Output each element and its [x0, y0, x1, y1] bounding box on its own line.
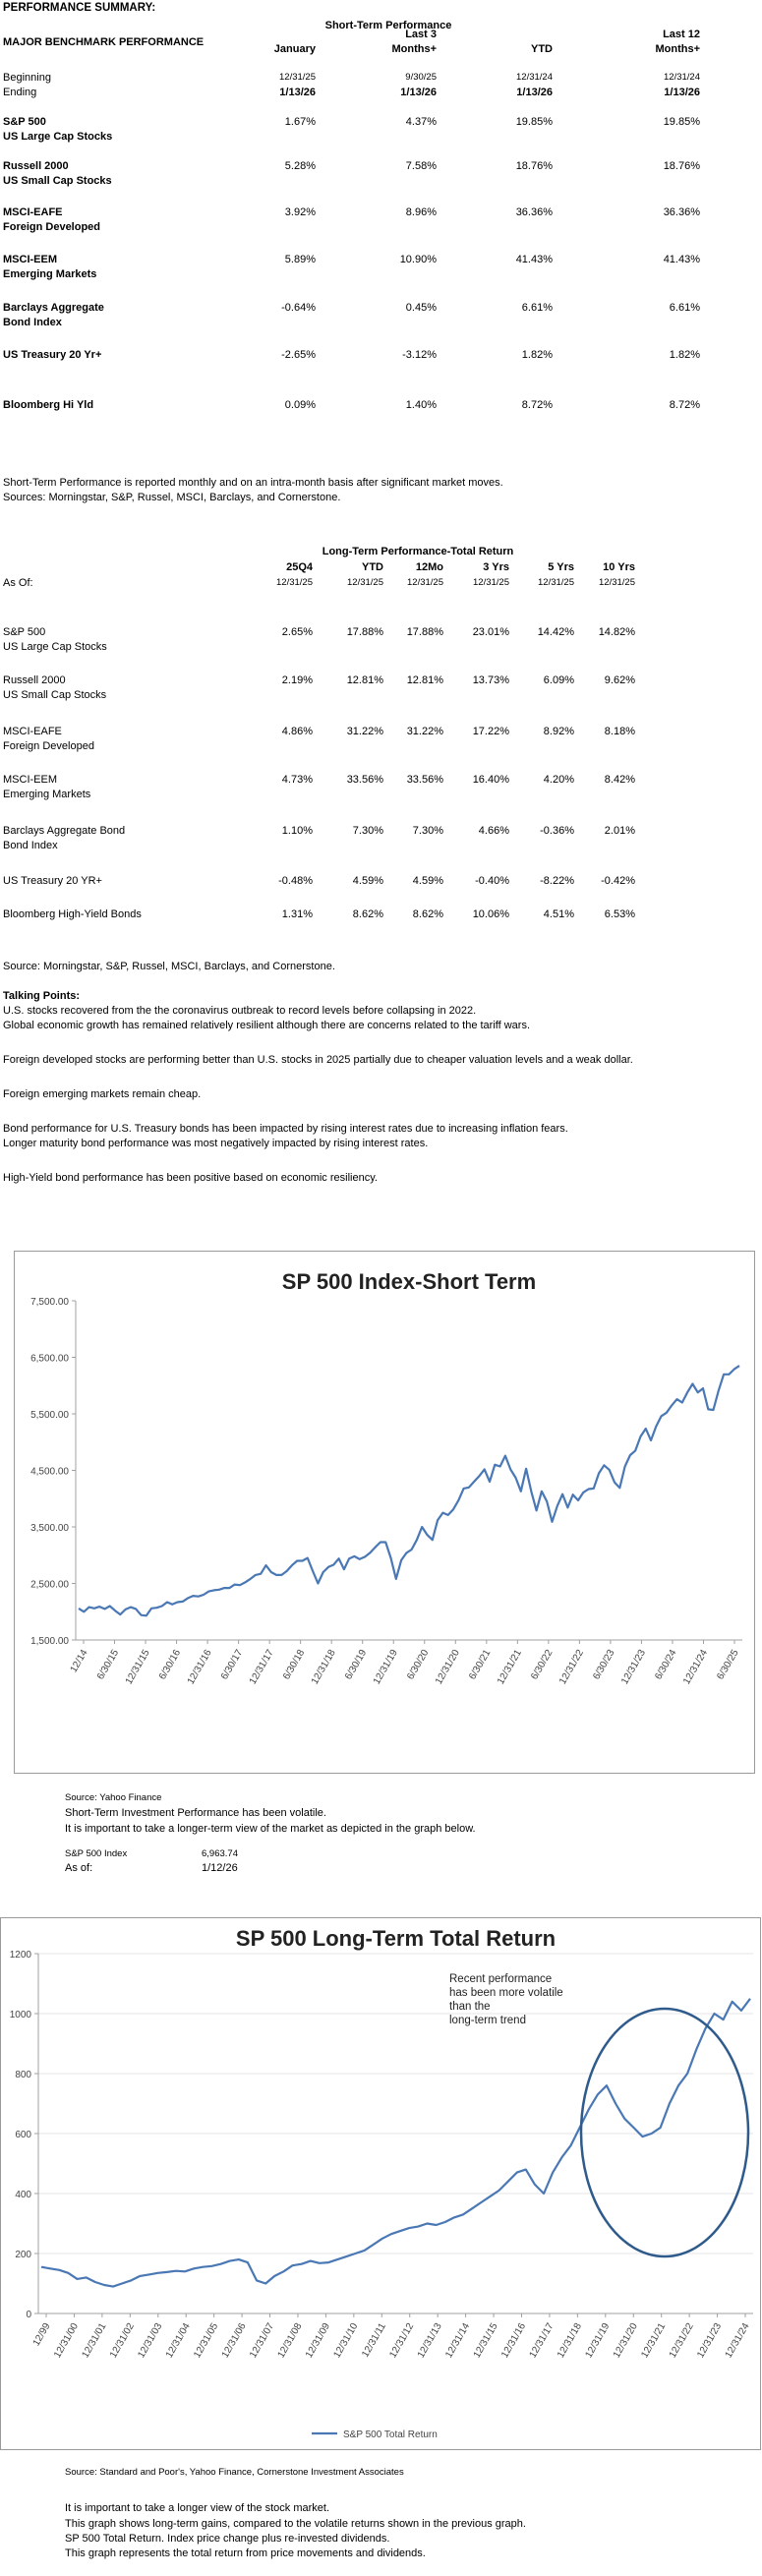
chart2-note: This graph shows long-term gains, compared to the volatile returns shown in the previous graph. [65, 2518, 526, 2530]
performance-value: 3.92% [284, 206, 316, 218]
x-tick-label: 12/31/04 [163, 2321, 193, 2361]
lt-performance-value: 16.40% [472, 774, 509, 786]
lt-performance-value: 17.88% [406, 626, 443, 638]
x-tick-label: 12/31/18 [309, 1648, 338, 1687]
x-tick-label: 12/31/09 [304, 2321, 332, 2361]
benchmark-subtitle: US Small Cap Stocks [3, 175, 112, 187]
as-of-value: 1/12/26 [202, 1862, 238, 1874]
chart1-note: It is important to take a longer-term view of the market as depicted in the graph below. [65, 1823, 476, 1835]
performance-value: 1.82% [521, 349, 553, 361]
x-tick-label: 12/31/23 [619, 1648, 649, 1687]
summary-title: PERFORMANCE SUMMARY: [3, 2, 156, 14]
lt-performance-value: 4.59% [352, 875, 383, 887]
y-tick-label: 4,500.00 [30, 1466, 69, 1478]
lt-benchmark-subtitle: Bond Index [3, 840, 58, 851]
y-tick-label: 0 [26, 2310, 31, 2320]
x-tick-label: 12/31/24 [681, 1648, 711, 1687]
x-tick-label: 12/31/17 [247, 1648, 276, 1687]
x-tick-label: 6/30/23 [591, 1648, 617, 1682]
x-tick-label: 12/14 [68, 1648, 90, 1675]
x-tick-label: 6/30/18 [281, 1648, 308, 1682]
lt-performance-value: 7.30% [412, 825, 443, 837]
x-tick-label: 12/31/17 [527, 2321, 557, 2361]
performance-value: 1.67% [284, 116, 316, 128]
lt-performance-value: 33.56% [346, 774, 383, 786]
chart1-note: Short-Term Investment Performance has been volatile. [65, 1807, 326, 1819]
lt-performance-value: 33.56% [406, 774, 443, 786]
lt-performance-value: 1.31% [281, 908, 313, 920]
performance-value: 19.85% [515, 116, 553, 128]
lt-column-label: YTD [362, 561, 383, 573]
performance-value: 19.85% [663, 116, 700, 128]
talking-points-title: Talking Points: [3, 990, 81, 1002]
x-tick-label: 6/30/22 [529, 1648, 556, 1682]
lt-performance-value: 2.65% [281, 626, 313, 638]
chart2-source: Source: Standard and Poor's, Yahoo Finance, Cornerstone Investment Associates [65, 2467, 404, 2478]
lt-performance-value: 1.10% [281, 825, 313, 837]
x-tick-label: 6/30/25 [715, 1648, 741, 1682]
chart2-note: It is important to take a longer view of the stock market. [65, 2502, 330, 2514]
column-begin-date: 12/31/24 [664, 72, 700, 83]
y-tick-label: 3,500.00 [30, 1523, 69, 1534]
lt-benchmark-name: MSCI-EEM [3, 774, 57, 786]
lt-performance-value: 17.88% [346, 626, 383, 638]
column-begin-date: 9/30/25 [405, 72, 437, 83]
performance-value: 6.61% [521, 302, 553, 314]
as-of-label: As of: [65, 1862, 93, 1874]
y-tick-label: 7,500.00 [30, 1297, 69, 1308]
lt-performance-value: -0.42% [601, 875, 635, 887]
talking-point: High-Yield bond performance has been positive based on economic resiliency. [3, 1172, 378, 1184]
x-tick-label: 12/31/22 [557, 1648, 586, 1687]
performance-value: 4.37% [405, 116, 437, 128]
lt-performance-value: 8.92% [543, 726, 574, 737]
benchmark-name: Bloomberg Hi Yld [3, 399, 94, 411]
lt-column-label: 25Q4 [286, 561, 313, 573]
annotation-text: than the [449, 2001, 491, 2013]
lt-column-label: 5 Yrs [548, 561, 574, 573]
lt-performance-value: 4.20% [543, 774, 574, 786]
x-tick-label: 12/31/12 [387, 2321, 417, 2361]
x-tick-label: 12/31/03 [136, 2321, 165, 2361]
x-tick-label: 6/30/19 [343, 1648, 370, 1682]
lt-performance-value: 31.22% [406, 726, 443, 737]
performance-value: 18.76% [663, 160, 700, 172]
performance-value: 1.82% [669, 349, 700, 361]
column-header-line2: Months+ [655, 43, 700, 55]
lt-benchmark-name: MSCI-EAFE [3, 726, 62, 737]
lt-performance-value: 8.62% [412, 908, 443, 920]
lt-performance-value: 6.53% [604, 908, 635, 920]
performance-value: 8.72% [669, 399, 700, 411]
short-term-note: Short-Term Performance is reported monthly and on an intra-month basis after significant market moves. [3, 477, 503, 489]
lt-benchmark-name: S&P 500 [3, 626, 46, 638]
y-tick-label: 5,500.00 [30, 1410, 69, 1421]
lt-performance-value: 4.51% [543, 908, 574, 920]
series-line [79, 1366, 739, 1615]
lt-benchmark-name: US Treasury 20 YR+ [3, 875, 102, 887]
lt-performance-value: 10.06% [472, 908, 509, 920]
chart-title: SP 500 Long-Term Total Return [235, 1926, 557, 1951]
y-tick-label: 800 [15, 2070, 31, 2080]
performance-value: 5.28% [284, 160, 316, 172]
index-label: S&P 500 Index [65, 1848, 128, 1859]
benchmark-subtitle: US Large Cap Stocks [3, 131, 113, 143]
performance-value: 7.58% [405, 160, 437, 172]
benchmark-name: MSCI-EAFE [3, 206, 63, 218]
x-tick-label: 6/30/17 [219, 1648, 246, 1682]
x-tick-label: 12/31/02 [107, 2321, 137, 2361]
performance-value: 8.96% [405, 206, 437, 218]
series-line [41, 1999, 750, 2287]
lt-performance-value: 12.81% [406, 674, 443, 686]
short-term-chart [15, 1252, 754, 1773]
column-header-line1: Last 12 [663, 29, 700, 40]
column-end-date: 1/13/26 [400, 87, 437, 98]
lt-column-date: 12/31/25 [407, 577, 443, 588]
long-term-chart-frame [0, 1917, 761, 2450]
y-tick-label: 200 [15, 2250, 31, 2260]
lt-column-date: 12/31/25 [276, 577, 313, 588]
x-tick-label: 12/31/11 [360, 2321, 388, 2360]
talking-point: Foreign developed stocks are performing better than U.S. stocks in 2025 partially due to cheaper valuation levels and a weak dollar. [3, 1054, 633, 1066]
lt-performance-value: 8.62% [352, 908, 383, 920]
column-begin-date: 12/31/24 [516, 72, 553, 83]
y-tick-label: 1000 [9, 2010, 31, 2020]
lt-benchmark-subtitle: US Small Cap Stocks [3, 689, 107, 701]
x-tick-label: 12/31/13 [415, 2321, 444, 2361]
lt-performance-value: 17.22% [472, 726, 509, 737]
y-tick-label: 1200 [9, 1950, 31, 1961]
column-end-date: 1/13/26 [664, 87, 700, 98]
x-tick-label: 12/31/14 [443, 2321, 473, 2361]
lt-performance-value: 2.01% [604, 825, 635, 837]
performance-value: 0.45% [405, 302, 437, 314]
performance-value: 36.36% [663, 206, 700, 218]
x-tick-label: 12/31/10 [331, 2321, 361, 2361]
lt-performance-value: 9.62% [604, 674, 635, 686]
talking-point: U.S. stocks recovered from the the coronavirus outbreak to record levels before collapsing in 2022. [3, 1005, 477, 1017]
lt-column-label: 12Mo [415, 561, 443, 573]
lt-performance-value: 7.30% [352, 825, 383, 837]
lt-performance-value: 14.82% [598, 626, 635, 638]
lt-performance-value: 4.59% [412, 875, 443, 887]
performance-value: 10.90% [399, 254, 437, 265]
x-tick-label: 6/30/16 [156, 1648, 184, 1682]
performance-value: 18.76% [515, 160, 553, 172]
long-term-chart [1, 1918, 760, 2449]
x-tick-label: 12/31/19 [371, 1648, 400, 1687]
lt-performance-value: -0.48% [278, 875, 313, 887]
performance-value: 36.36% [515, 206, 553, 218]
highlight-circle [581, 2009, 748, 2256]
talking-point: Foreign emerging markets remain cheap. [3, 1088, 202, 1100]
ending-label: Ending [3, 87, 37, 98]
lt-column-date: 12/31/25 [538, 577, 574, 588]
performance-value: -3.12% [402, 349, 437, 361]
performance-value: -2.65% [281, 349, 316, 361]
lt-performance-value: -0.36% [540, 825, 574, 837]
x-tick-label: 12/31/18 [555, 2321, 584, 2361]
benchmark-subtitle: Emerging Markets [3, 268, 97, 280]
short-term-header: Short-Term Performance [324, 20, 452, 31]
x-tick-label: 12/31/08 [275, 2321, 305, 2361]
x-tick-label: 12/99 [30, 2321, 53, 2349]
benchmark-name: US Treasury 20 Yr+ [3, 349, 102, 361]
lt-benchmark-subtitle: Foreign Developed [3, 740, 94, 752]
lt-performance-value: 23.01% [472, 626, 509, 638]
y-tick-label: 2,500.00 [30, 1579, 69, 1591]
x-tick-label: 12/31/21 [495, 1648, 524, 1687]
annotation-text: Recent performance [449, 1973, 553, 1985]
x-tick-label: 12/31/15 [123, 1648, 152, 1687]
lt-benchmark-name: Barclays Aggregate Bond [3, 825, 126, 837]
x-tick-label: 12/31/01 [80, 2321, 109, 2361]
performance-value: 5.89% [284, 254, 316, 265]
column-header-line1: Last 3 [405, 29, 437, 40]
y-tick-label: 600 [15, 2130, 31, 2140]
column-begin-date: 12/31/25 [279, 72, 316, 83]
performance-value: 6.61% [669, 302, 700, 314]
benchmark-name: MSCI-EEM [3, 254, 57, 265]
as-of-label: As Of: [3, 577, 33, 589]
lt-performance-value: 4.66% [478, 825, 509, 837]
talking-point: Global economic growth has remained relatively resilient although there are concerns related to the tariff wars. [3, 1020, 531, 1031]
x-tick-label: 12/31/15 [471, 2321, 500, 2361]
lt-performance-value: 12.81% [346, 674, 383, 686]
benchmark-name: S&P 500 [3, 116, 46, 128]
lt-column-label: 10 Yrs [603, 561, 635, 573]
lt-performance-value: 31.22% [346, 726, 383, 737]
performance-value: -0.64% [281, 302, 316, 314]
x-tick-label: 12/31/19 [583, 2321, 613, 2361]
x-tick-label: 12/31/22 [667, 2321, 696, 2361]
lt-performance-value: 13.73% [472, 674, 509, 686]
x-tick-label: 12/31/07 [248, 2321, 277, 2361]
x-tick-label: 12/31/16 [185, 1648, 214, 1687]
lt-column-label: 3 Yrs [483, 561, 509, 573]
beginning-label: Beginning [3, 72, 51, 84]
x-tick-label: 12/31/20 [611, 2321, 640, 2361]
x-tick-label: 6/30/20 [405, 1648, 432, 1682]
long-term-header: Long-Term Performance-Total Return [322, 546, 514, 557]
y-tick-label: 1,500.00 [30, 1636, 69, 1647]
lt-benchmark-name: Bloomberg High-Yield Bonds [3, 908, 142, 920]
column-header-line2: Months+ [391, 43, 437, 55]
long-term-source: Source: Morningstar, S&P, Russel, MSCI, Barclays, and Cornerstone. [3, 961, 335, 972]
column-header-line2: January [273, 43, 316, 55]
y-tick-label: 6,500.00 [30, 1353, 69, 1365]
chart-title: SP 500 Index-Short Term [281, 1269, 537, 1294]
short-term-sources: Sources: Morningstar, S&P, Russel, MSCI, Barclays, and Cornerstone. [3, 492, 341, 503]
x-tick-label: 12/31/06 [219, 2321, 249, 2361]
lt-benchmark-subtitle: US Large Cap Stocks [3, 641, 107, 653]
lt-benchmark-subtitle: Emerging Markets [3, 789, 91, 800]
lt-performance-value: 6.09% [543, 674, 574, 686]
performance-value: 0.09% [284, 399, 316, 411]
chart2-note: SP 500 Total Return. Index price change plus re-invested dividends. [65, 2533, 390, 2545]
lt-performance-value: 8.18% [604, 726, 635, 737]
chart2-note: This graph represents the total return from price movements and dividends. [65, 2547, 426, 2559]
annotation-text: long-term trend [449, 2015, 526, 2026]
annotation-text: has been more volatile [449, 1987, 563, 1999]
benchmark-subtitle: Foreign Developed [3, 221, 101, 233]
x-tick-label: 12/31/05 [192, 2321, 221, 2361]
x-tick-label: 12/31/16 [499, 2321, 529, 2361]
section-title: MAJOR BENCHMARK PERFORMANCE [3, 36, 205, 48]
x-tick-label: 6/30/24 [653, 1648, 679, 1682]
x-tick-label: 12/31/00 [52, 2321, 82, 2361]
column-end-date: 1/13/26 [516, 87, 553, 98]
performance-value: 8.72% [521, 399, 553, 411]
column-header-line2: YTD [531, 43, 553, 55]
x-tick-label: 12/31/21 [639, 2321, 669, 2361]
performance-value: 1.40% [405, 399, 437, 411]
performance-value: 41.43% [515, 254, 553, 265]
legend-label: S&P 500 Total Return [343, 2430, 438, 2440]
talking-point: Bond performance for U.S. Treasury bonds has been impacted by rising interest rates due to increasing inflation fears. [3, 1123, 568, 1135]
x-tick-label: 6/30/15 [94, 1648, 122, 1682]
lt-column-date: 12/31/25 [473, 577, 509, 588]
y-tick-label: 400 [15, 2190, 31, 2200]
lt-performance-value: 2.19% [281, 674, 313, 686]
lt-column-date: 12/31/25 [347, 577, 383, 588]
x-tick-label: 12/31/24 [723, 2321, 752, 2361]
x-tick-label: 12/31/20 [433, 1648, 462, 1687]
lt-performance-value: 14.42% [537, 626, 574, 638]
benchmark-name: Russell 2000 [3, 160, 69, 172]
lt-performance-value: 4.73% [281, 774, 313, 786]
benchmark-name: Barclays Aggregate [3, 302, 104, 314]
talking-point: Longer maturity bond performance was most negatively impacted by rising interest rates. [3, 1138, 429, 1149]
chart1-source: Source: Yahoo Finance [65, 1792, 162, 1803]
lt-performance-value: -8.22% [540, 875, 574, 887]
short-term-chart-frame [14, 1251, 755, 1774]
x-tick-label: 12/31/23 [695, 2321, 725, 2361]
lt-performance-value: 4.86% [281, 726, 313, 737]
lt-performance-value: 8.42% [604, 774, 635, 786]
index-value: 6,963.74 [202, 1848, 238, 1859]
lt-performance-value: -0.40% [475, 875, 509, 887]
x-tick-label: 6/30/21 [467, 1648, 494, 1682]
lt-benchmark-name: Russell 2000 [3, 674, 66, 686]
lt-column-date: 12/31/25 [599, 577, 635, 588]
performance-value: 41.43% [663, 254, 700, 265]
column-end-date: 1/13/26 [279, 87, 316, 98]
benchmark-subtitle: Bond Index [3, 317, 62, 328]
